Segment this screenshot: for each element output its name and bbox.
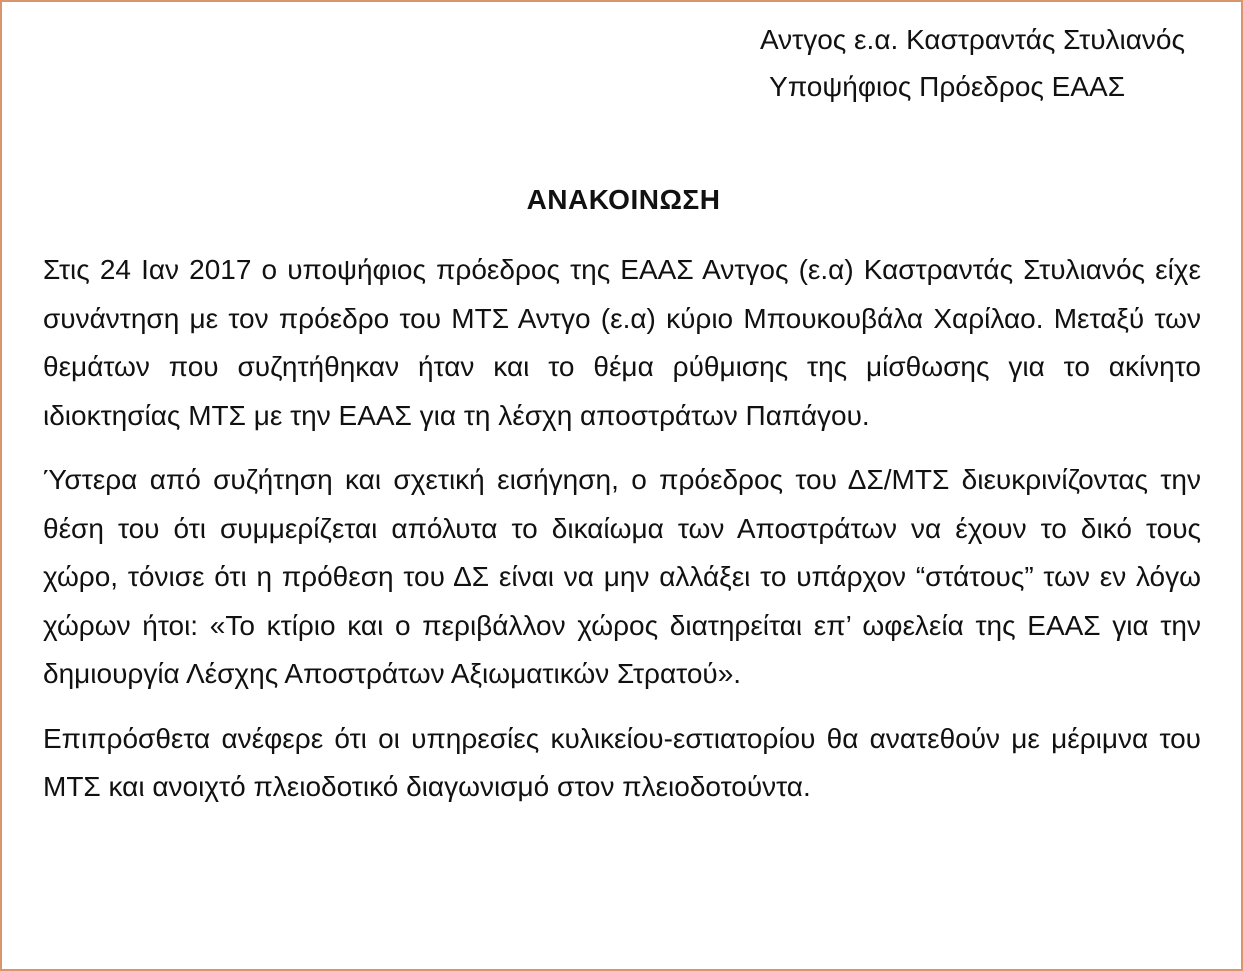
author-block — [625, 16, 1185, 110]
document-body — [43, 246, 1201, 828]
paragraph-3: Επιπρόσθετα ανέφερε ότι οι υπηρεσίες κυλικείου-εστιατορίου θα ανατεθούν με μέριμνα του ΜΤΣ και ανοιχτό πλειοδοτικό διαγωνισμό στον πλειοδοτούντα. — [43, 722, 1201, 802]
paragraph-2: Ύστερα από συζήτηση και σχετική εισήγηση, ο πρόεδρος του ΔΣ/ΜΤΣ διευκρινίζοντας την θέση του ότι συμμερίζεται απόλυτα το δικαίωμα των Αποστράτων να έχουν το δικό τους χώρο, τόνισε ότι η πρόθεση του ΔΣ είναι να μην αλλάξει το υπάρχον “στάτους” των εν λόγω χώρων ήτοι: «Το κτίριο και ο περιβάλλον χώρος διατηρείται επ’ ωφελεία της ΕΑΑΣ για την δημιουργία Λέσχης Αποστράτων Αξιωματικών Στρατού». — [43, 464, 1201, 689]
paragraph-1: Στις 24 Ιαν 2017 ο υποψήφιος πρόεδρος της ΕΑΑΣ Αντγος (ε.α) Καστραντάς Στυλιανός είχε συνάντηση με τον πρόεδρο του ΜΤΣ Αντγο (ε.α) κύριο Μπουκουβάλα Χαρίλαο. Μεταξύ των θεμάτων που συζητήθηκαν ήταν και το θέμα ρύθμισης της μίσθωσης για το ακίνητο ιδιοκτησίας ΜΤΣ με την ΕΑΑΣ για τη λέσχη αποστράτων Παπάγου. — [43, 254, 1201, 431]
author-role: Υποψήφιος Πρόεδρος ΕΑΑΣ — [769, 71, 1125, 102]
author-name: Αντγος ε.α. Καστραντάς Στυλιανός — [759, 24, 1185, 55]
document-title: ΑΝΑΚΟΙΝΩΣΗ — [526, 184, 721, 215]
